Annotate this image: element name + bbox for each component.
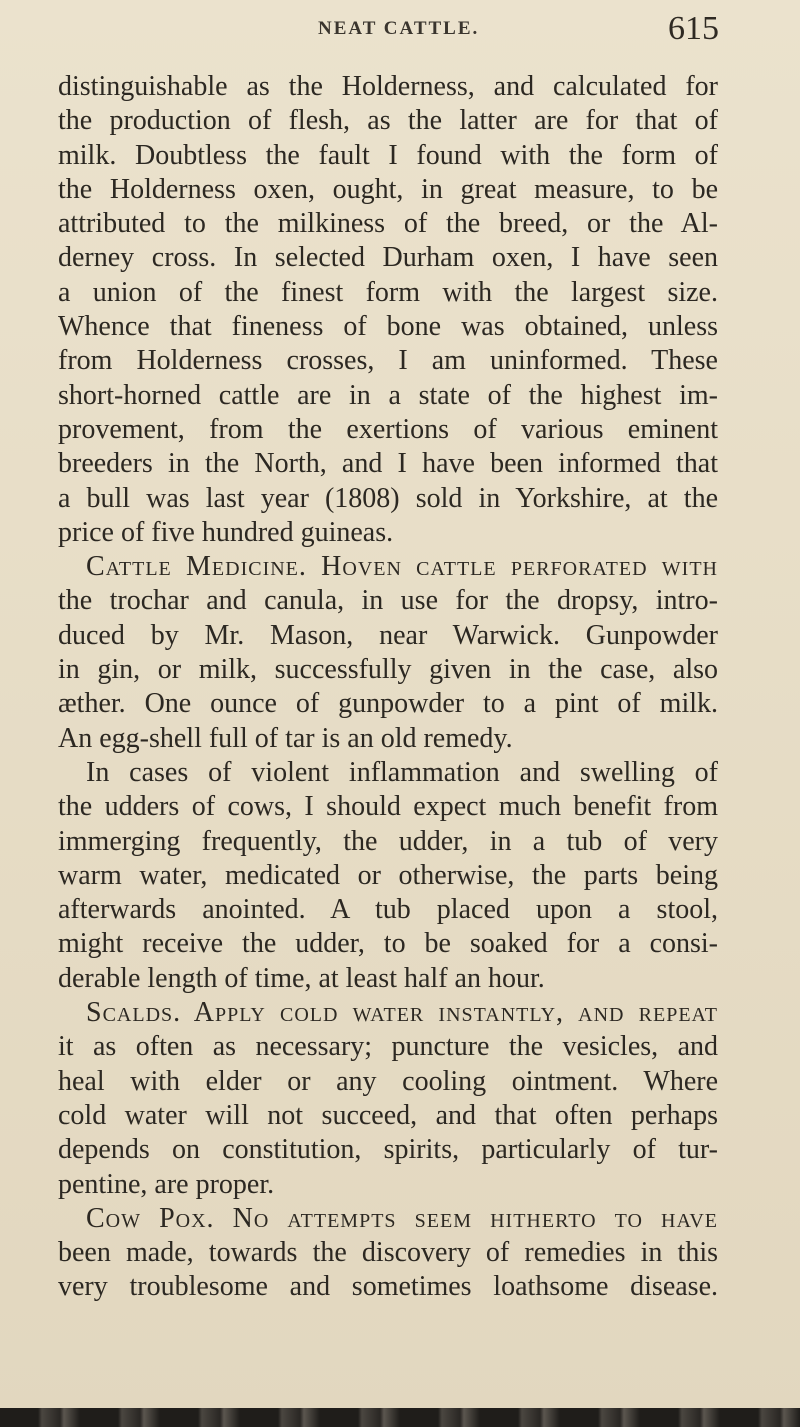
text-line: breeders in the North, and I have been informed that xyxy=(58,448,718,480)
text-line: been made, towards the discovery of remedies in this xyxy=(58,1237,718,1269)
text-line: the trochar and canula, in use for the dropsy, intro- xyxy=(58,585,718,617)
body-text xyxy=(58,70,718,1305)
text-line: provement, from the exertions of various eminent xyxy=(58,413,718,445)
text-line: depends on constitution, spirits, particularly of tur- xyxy=(58,1134,718,1166)
scan-edge-strip xyxy=(0,1408,800,1427)
text-line: a union of the finest form with the largest size. xyxy=(58,276,718,308)
text-line: the udders of cows, I should expect much benefit from xyxy=(58,791,718,823)
text-line: milk. Doubtless the fault I found with the form of xyxy=(58,139,718,171)
text-line: very troublesome and sometimes loathsome disease. xyxy=(58,1271,718,1303)
text-line: afterwards anointed. A tub placed upon a stool, xyxy=(58,894,718,926)
running-head-title: NEAT CATTLE. xyxy=(318,18,480,39)
text-line: cold water will not succeed, and that often perhaps xyxy=(58,1099,718,1131)
text-line: a bull was last year (1808) sold in Yorkshire, at the xyxy=(58,482,718,514)
text-line: in gin, or milk, successfully given in the case, also xyxy=(58,654,718,686)
text-line: duced by Mr. Mason, near Warwick. Gunpowder xyxy=(58,619,718,651)
text-line: derney cross. In selected Durham oxen, I have seen xyxy=(58,242,718,274)
text-line: it as often as necessary; puncture the vesicles, and xyxy=(58,1031,718,1063)
text-line: pentine, are proper. xyxy=(58,1168,275,1200)
text-line: the production of flesh, as the latter are for that of xyxy=(58,105,718,137)
text-line: might receive the udder, to be soaked for a consi- xyxy=(58,928,718,960)
text-line: Whence that fineness of bone was obtained, unless xyxy=(58,311,718,343)
text-line: immerging frequently, the udder, in a tub of very xyxy=(58,825,718,857)
text-line: from Holderness crosses, I am uninformed. These xyxy=(58,345,718,377)
text-line: distinguishable as the Holderness, and calculated for xyxy=(58,71,718,102)
text-line: derable length of time, at least half an hour. xyxy=(58,962,545,994)
text-line: An egg-shell full of tar is an old remedy. xyxy=(58,722,513,754)
text-line: the Holderness oxen, ought, in great measure, to be xyxy=(58,173,718,205)
section-scalds: Scalds. Apply cold water instantly, and repeat xyxy=(86,997,718,1029)
section-cow-pox: Cow Pox. No attempts seem hitherto to have xyxy=(86,1202,718,1234)
text-line: attributed to the milkiness of the breed, or the Al- xyxy=(58,208,718,240)
text-line: short-horned cattle are in a state of the highest im- xyxy=(58,379,718,411)
text-line: In cases of violent inflammation and swelling of xyxy=(86,756,718,788)
text-line: warm water, medicated or otherwise, the parts being xyxy=(58,859,718,891)
section-cattle-medicine: Cattle Medicine. Hoven cattle perforated with xyxy=(86,551,718,583)
text-line: heal with elder or any cooling ointment. Where xyxy=(58,1065,718,1097)
text-line: price of five hundred guineas. xyxy=(58,516,394,548)
text-line: æther. One ounce of gunpowder to a pint of milk. xyxy=(58,688,718,720)
page-number: 615 xyxy=(668,10,719,47)
